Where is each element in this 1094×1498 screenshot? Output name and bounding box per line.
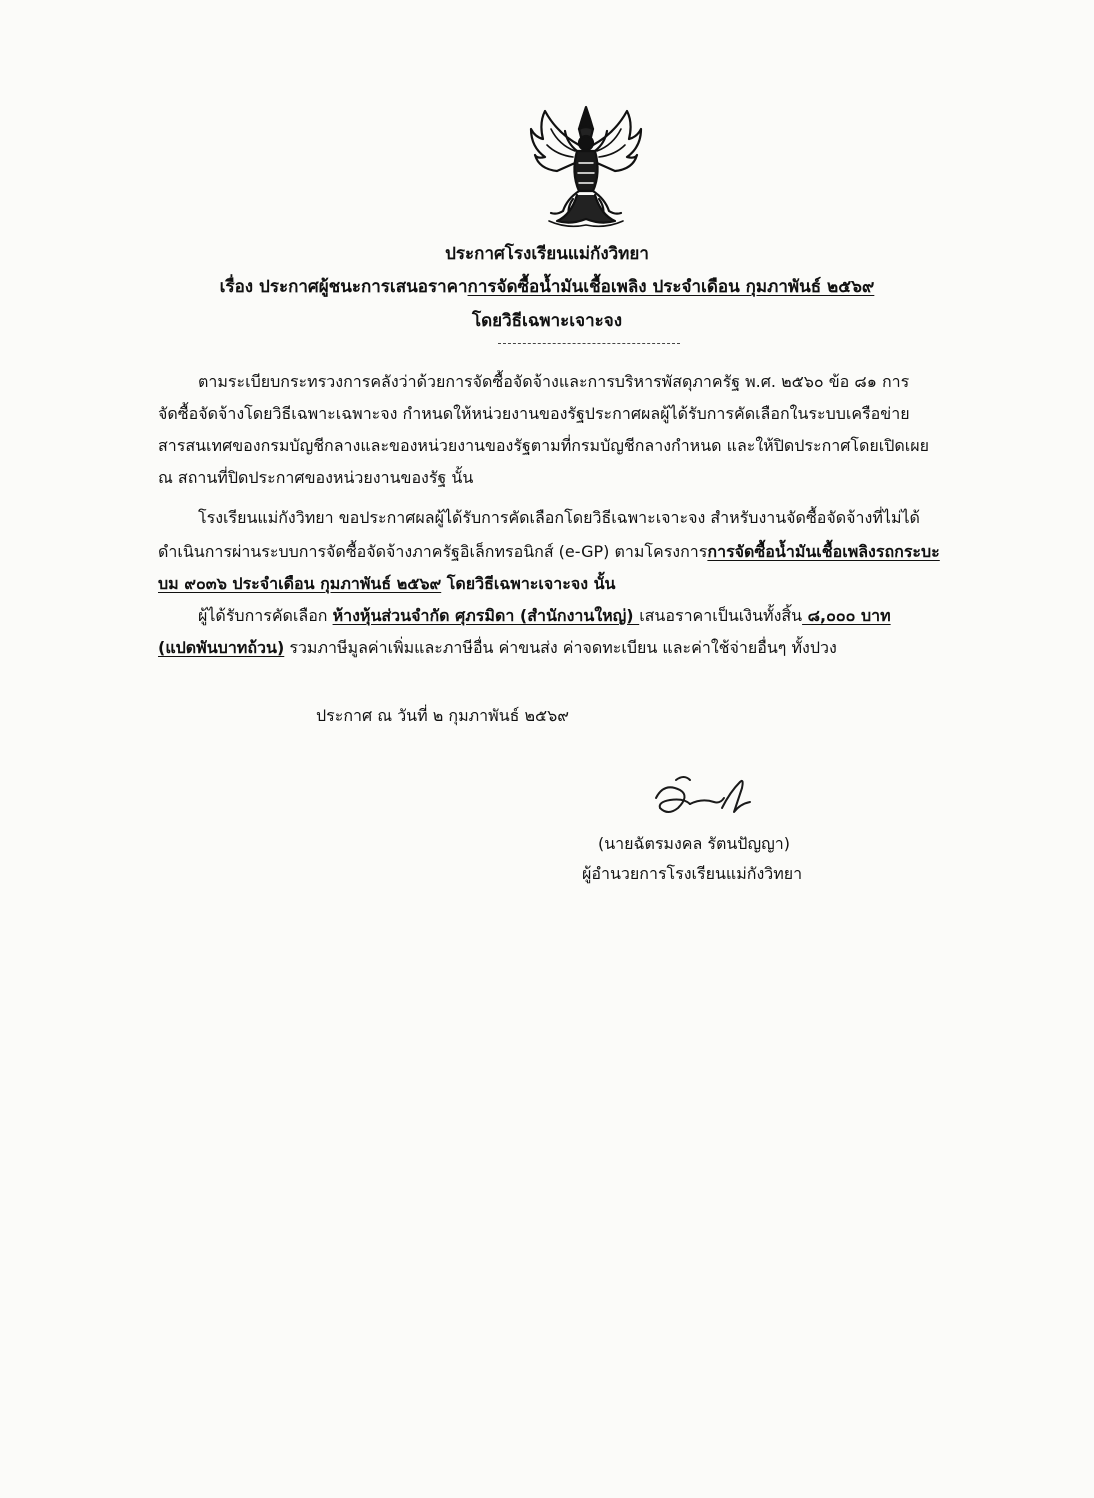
project-name-part2: บม ๙๐๓๖ ประจำเดือน กุมภาพันธ์ ๒๕๖๙ (158, 574, 442, 593)
header-separator (498, 343, 680, 344)
announcement-date: ประกาศ ณ วันที่ ๒ กุมภาพันธ์ ๒๕๖๙ (316, 706, 570, 725)
paragraph2-line2-prefix: ดำเนินการผ่านระบบการจัดซื้อจัดจ้างภาครัฐอิเล็กทรอนิกส์ (e-GP) ตามโครงการ (158, 542, 708, 561)
announcement-subject (0, 273, 1094, 300)
price-in-words: (แปดพันบาทถ้วน) (158, 638, 285, 657)
price-label: เสนอราคาเป็นเงินทั้งสิ้น (639, 606, 803, 625)
paragraph1-line1: ตามระเบียบกระทรวงการคลังว่าด้วยการจัดซื้อจัดจ้างและการบริหารพัสดุภาครัฐ พ.ศ. ๒๕๖๐ ข้อ ๘๑ การ (198, 372, 910, 391)
paragraph1-line4: ณ สถานที่ปิดประกาศของหน่วยงานของรัฐ นั้น (158, 468, 474, 487)
subject-underlined: การจัดซื้อน้ำมันเชื้อเพลิง ประจำเดือน กุมภาพันธ์ ๒๕๖๙ (467, 277, 875, 297)
winner-label: ผู้ได้รับการคัดเลือก (198, 606, 333, 625)
paragraph2-line3 (158, 568, 615, 600)
paragraph2-line3-suffix: โดยวิธีเฉพาะเจาะจง นั้น (441, 574, 616, 593)
paragraph3-line2 (158, 632, 837, 664)
paragraph1-line3: สารสนเทศของกรมบัญชีกลางและของหน่วยงานของรัฐตามที่กรมบัญชีกลางกำหนด และให้ปิดประกาศโดยเปิดเผย (158, 436, 930, 455)
announcement-title: ประกาศโรงเรียนแม่กังวิทยา (445, 244, 649, 264)
price-conditions: รวมภาษีมูลค่าเพิ่มและภาษีอื่น ค่าขนส่ง ค่าจดทะเบียน และค่าใช้จ่ายอื่นๆ ทั้งปวง (284, 638, 837, 657)
paragraph2-line2 (158, 536, 940, 568)
signatory-position: ผู้อำนวยการโรงเรียนแม่กังวิทยา (582, 864, 803, 883)
paragraph2-line1: โรงเรียนแม่กังวิทยา ขอประกาศผลผู้ได้รับการคัดเลือกโดยวิธีเฉพาะเจาะจง สำหรับงานจัดซื้อจัดจ้างที่ไม่ได้ (198, 508, 920, 527)
garuda-emblem-icon (527, 103, 645, 231)
price-amount: ๘,๐๐๐ บาท (802, 606, 891, 625)
announcement-method: โดยวิธีเฉพาะเจาะจง (471, 311, 623, 331)
handwritten-signature (650, 768, 760, 826)
subject-prefix: เรื่อง ประกาศผู้ชนะการเสนอราคา (219, 277, 468, 297)
paragraph1-line2: จัดซื้อจัดจ้างโดยวิธีเฉพาะเฉพาะจง กำหนดให้หน่วยงานของรัฐประกาศผลผู้ได้รับการคัดเลือกในระบบเครือข่าย (158, 404, 910, 423)
paragraph3-line1 (198, 600, 891, 632)
winner-name: ห้างหุ้นส่วนจำกัด ศุภรมิดา (สำนักงานใหญ่) (332, 606, 640, 625)
project-name-part1: การจัดซื้อน้ำมันเชื้อเพลิงรถกระบะ (707, 542, 940, 561)
signatory-name: (นายฉัตรมงคล รัตนปัญญา) (598, 834, 790, 853)
